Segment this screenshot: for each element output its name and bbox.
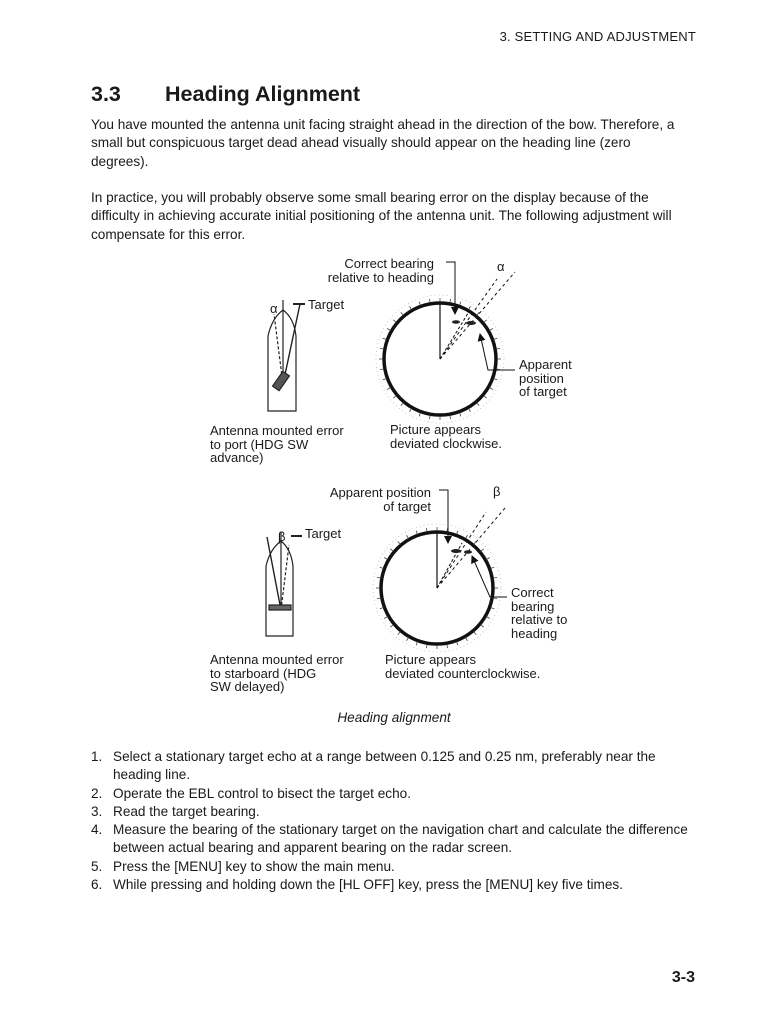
list-item: 6. While pressing and holding down the [HL OFF] key, press the [MENU] key five times. xyxy=(91,877,623,893)
bottom-callout-apparent-position: Apparent position of target xyxy=(329,485,431,514)
bearing-tick xyxy=(387,388,390,390)
bearing-tick xyxy=(466,535,468,538)
page-number: 3-3 xyxy=(671,969,695,986)
bearing-tick xyxy=(390,625,393,628)
list-item: 3. Read the target bearing. xyxy=(91,803,260,819)
top-ship-diagram xyxy=(268,300,305,411)
bearing-tick xyxy=(494,338,498,339)
bearing-tick xyxy=(481,625,484,628)
bearing-tick xyxy=(380,607,384,608)
bearing-tick xyxy=(459,302,460,306)
figure-caption: Heading alignment xyxy=(337,710,451,725)
top-scope-caption: Picture appears deviated clockwise. xyxy=(390,422,502,451)
bearing-tick xyxy=(469,408,471,411)
bearing-tick xyxy=(383,378,387,379)
section-number: 3.3 xyxy=(91,82,121,106)
bearing-tick xyxy=(380,567,384,568)
bearing-tick xyxy=(474,632,477,635)
bearing-tick xyxy=(477,312,480,315)
bearing-tick xyxy=(398,632,401,635)
bearing-tick xyxy=(456,531,457,535)
bearing-tick xyxy=(407,637,409,640)
top-target-echo xyxy=(466,321,476,325)
top-ship-caption: Antenna mounted error to port (HDG SW advance) xyxy=(210,423,344,465)
top-ppi-scope xyxy=(376,259,515,423)
bearing-tick xyxy=(459,413,460,417)
bottom-target-echo xyxy=(451,549,461,553)
bottom-angle-symbol: β xyxy=(493,484,501,499)
bearing-tick xyxy=(466,637,468,640)
bearing-tick xyxy=(491,567,495,568)
bearing-tick xyxy=(489,329,492,331)
bearing-tick xyxy=(486,558,489,560)
bearing-tick xyxy=(474,541,477,544)
top-ship-angle-symbol: α xyxy=(270,301,278,316)
top-callout-correct-bearing: Correct bearing relative to heading xyxy=(327,256,434,285)
list-item: 1. Select a stationary target echo at a range between 0.125 and 0.25 nm, preferably near the heading line. xyxy=(91,749,656,783)
bearing-tick xyxy=(419,413,420,417)
bearing-tick xyxy=(477,403,480,406)
bearing-tick xyxy=(486,617,489,619)
bearing-tick xyxy=(384,558,387,560)
bearing-tick xyxy=(393,396,396,399)
bearing-tick xyxy=(416,642,417,646)
bearing-tick xyxy=(387,329,390,331)
bottom-scope-caption: Picture appears deviated counterclockwise. xyxy=(385,652,541,681)
list-item: 2. Operate the EBL control to bisect the target echo. xyxy=(91,785,411,801)
bearing-tick xyxy=(484,396,487,399)
bearing-tick xyxy=(407,535,409,538)
bearing-tick xyxy=(489,388,492,390)
bottom-ship-caption: Antenna mounted error to starboard (HDG SW delayed) xyxy=(210,652,344,694)
bearing-tick xyxy=(491,607,495,608)
bearing-tick xyxy=(401,403,404,406)
bottom-ppi-scope xyxy=(373,490,507,652)
bearing-tick xyxy=(456,642,457,646)
intro-paragraph-1: You have mounted the antenna unit facing straight ahead in the direction of the bow. Therefore, a small but conspicuous target dead ahead visually should appear on the heading line (zero degrees). xyxy=(91,117,675,169)
bearing-tick xyxy=(401,312,404,315)
bottom-callout-correct-bearing: Correct bearing relative to heading xyxy=(511,585,568,641)
bearing-tick xyxy=(481,549,484,552)
top-callout-apparent-position: Apparent position of target xyxy=(519,357,572,399)
bearing-tick xyxy=(469,306,471,309)
intro-paragraph-2: In practice, you will probably observe some small bearing error on the display because of the difficulty in achieving accurate initial positioning of the antenna unit. The following adjustment will compensate for this error. xyxy=(91,190,672,242)
bearing-tick xyxy=(484,320,487,323)
bearing-tick xyxy=(384,617,387,619)
bearing-tick xyxy=(383,338,387,339)
bearing-tick xyxy=(410,306,412,309)
running-header: 3. SETTING AND ADJUSTMENT xyxy=(499,29,696,44)
section-title: Heading Alignment xyxy=(165,82,361,106)
top-target-label: Target xyxy=(308,297,345,312)
list-item: 5. Press the [MENU] key to show the main menu. xyxy=(91,858,395,874)
bearing-tick xyxy=(398,541,401,544)
bearing-tick xyxy=(393,320,396,323)
top-angle-symbol: α xyxy=(497,259,505,274)
bearing-tick xyxy=(410,408,412,411)
bottom-ship-diagram xyxy=(266,529,302,636)
bearing-tick xyxy=(416,531,417,535)
bearing-tick xyxy=(494,378,498,379)
bottom-target-label: Target xyxy=(305,526,342,541)
bottom-ship-angle-symbol: β xyxy=(278,529,286,544)
bearing-tick xyxy=(390,549,393,552)
bearing-tick xyxy=(419,302,420,306)
list-item: 4. Measure the bearing of the stationary target on the navigation chart and calculate the difference between actual bearing and apparent bearing on the radar screen. xyxy=(91,822,688,856)
procedure-steps xyxy=(91,748,691,894)
